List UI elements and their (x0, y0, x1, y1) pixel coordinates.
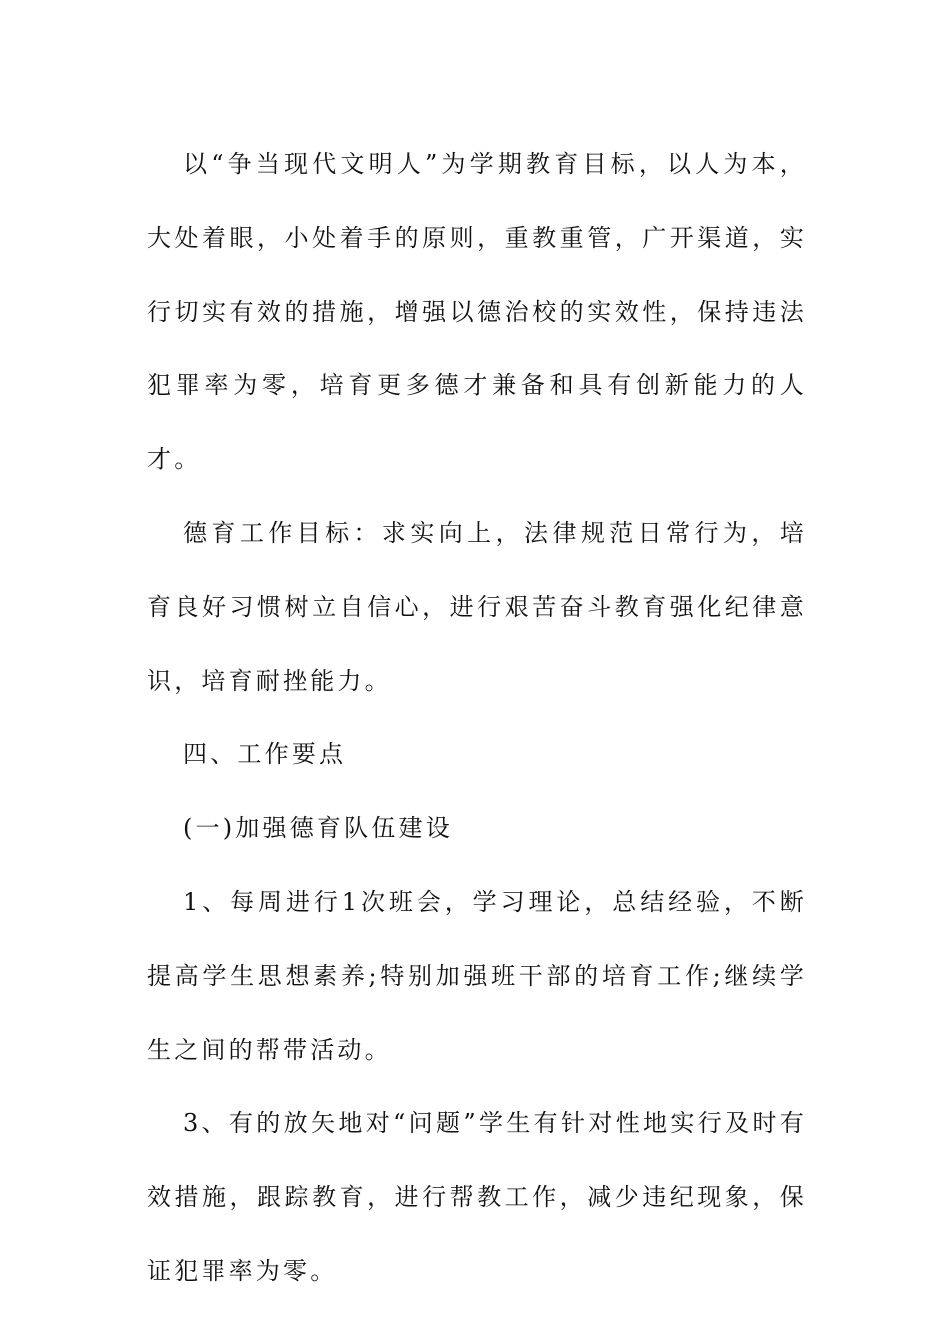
paragraph-education-goal: 以“争当现代文明人”为学期教育目标，以人为本，大处着眼，小处着手的原则，重教重管，广开渠道，实行切实有效的措施，增强以德治校的实效性，保持违法犯罪率为零，培育更多德才兼备和具有创新能力的人才。 (147, 150, 807, 474)
list-item-weekly-class-meeting: 1、每周进行1次班会，学习理论，总结经验，不断提高学生思想素养;特别加强班干部的培育工作;继续学生之间的帮带活动。 (147, 887, 807, 1064)
subsection-heading-team-building: (一)加强德育队伍建设 (183, 814, 453, 843)
paragraph-moral-work-goal: 德育工作目标：求实向上，法律规范日常行为，培育良好习惯树立自信心，进行艰苦奋斗教育强化纪律意识，培育耐挫能力。 (147, 518, 807, 695)
document-body (147, 128, 807, 1309)
list-item-problem-students: 3、有的放矢地对“问题”学生有针对性地实行及时有效措施，跟踪教育，进行帮教工作，减少违纪现象，保证犯罪率为零。 (147, 1109, 807, 1285)
section-heading-work-points: 四、工作要点 (183, 740, 347, 769)
